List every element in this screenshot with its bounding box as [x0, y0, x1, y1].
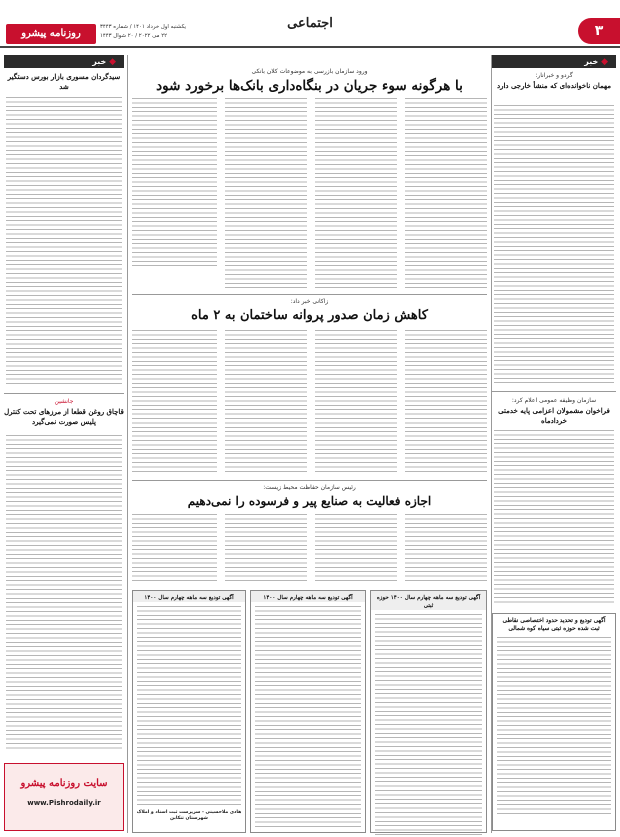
news-badge-icon: ◆	[109, 57, 116, 67]
header-divider	[0, 46, 620, 48]
story3-kicker: رئیس سازمان حفاظت محیط زیست:	[263, 484, 356, 491]
left-item1-title: سیدگردان مسوری بازار بورس دستگیر شد	[7, 72, 121, 91]
right-item2-body	[494, 430, 614, 605]
ad-box-3	[370, 590, 487, 833]
story3-body	[132, 514, 487, 584]
right-footer-title: آگهی تودیع و تحدید حدود اختصاصی نقاطی ثبت شده حوزه ثبتی سیاه کوه شمالی	[502, 618, 606, 632]
story2-divider	[132, 480, 487, 481]
story2-body-col-2	[315, 330, 397, 473]
main-headline: با هرگونه سوء جریان در بنگاه‌داری بانک‌ها برخورد شود	[156, 78, 463, 94]
story3-body-col-1	[405, 514, 487, 582]
story2-kicker: زاکانی خبر داد:	[290, 298, 329, 305]
left-divider-1	[4, 393, 124, 394]
main-body-col-4	[132, 98, 217, 268]
left-item2-kicker: جانشین	[54, 398, 74, 405]
left-column	[4, 55, 124, 833]
right-item2-title: فراخوان مشمولان اعزامی پایه خدمتی خردادماه	[498, 406, 610, 425]
right-news-label-text: خبر	[584, 57, 599, 66]
right-column-rule	[491, 55, 492, 833]
date-line-1: یکشنبه اول خرداد ۱۴۰۱ / شماره ۳۴۴۳	[100, 24, 187, 30]
ad-box-3-title: آگهی تودیع سه ماهه چهارم سال ۱۴۰۰ حوزه ثبتی	[371, 591, 486, 610]
page-header	[0, 0, 620, 46]
masthead-logo-text: روزنامه پیشرو	[21, 28, 81, 39]
right-column	[492, 55, 616, 833]
website-ad[interactable]	[4, 763, 124, 831]
website-ad-title: سایت روزنامه پیشرو	[20, 778, 108, 789]
main-body-col-2	[315, 98, 397, 288]
page-number-badge	[578, 18, 620, 44]
story2-headline: کاهش زمان صدور پروانه ساختمان به ۲ ماه	[191, 308, 428, 323]
main-kicker: ورود سازمان بازرسی به موضوعات کلان بانکی	[251, 68, 368, 75]
left-item1-body	[6, 97, 122, 387]
right-item1-kicker: گردو و خبرانار:	[535, 72, 573, 79]
left-item2-body	[6, 435, 122, 751]
masthead-logo	[6, 24, 96, 44]
section-title: اجتماعی	[287, 16, 333, 31]
right-divider-1	[492, 391, 616, 392]
news-badge-icon: ◆	[601, 57, 608, 67]
story3-headline: اجازه فعالیت به صنایع پیر و فرسوده را نمی‌دهیم	[187, 494, 432, 508]
left-news-label	[4, 55, 124, 68]
left-column-rule	[127, 55, 128, 833]
story2-body-col-4	[132, 330, 217, 473]
right-item1-body	[494, 105, 614, 385]
right-item2-kicker: سازمان وظیفه عمومی اعلام کرد:	[511, 397, 597, 404]
ad-box-1	[132, 590, 246, 833]
ad-box-2-title: آگهی تودیع سه ماهه چهارم سال ۱۴۰۰	[251, 591, 365, 602]
right-item1-title: مهمان ناخوانده‌ای که منشأ خارجی دارد	[496, 81, 612, 90]
ad-box-1-body	[137, 606, 241, 806]
story2-body	[132, 330, 487, 475]
main-body-col-3	[225, 98, 307, 288]
date-line-2: ۲۲ می ۲۰۲۲ / ۲۰ شوال ۱۴۴۳	[100, 33, 167, 39]
main-body-col-1	[405, 98, 487, 288]
ad-box-1-title: آگهی تودیع سه ماهه چهارم سال ۱۴۰۰	[133, 591, 245, 602]
main-divider	[132, 294, 487, 295]
story3-body-col-3	[225, 514, 307, 582]
ad-box-3-body	[375, 614, 482, 836]
ad-box-2-body	[255, 606, 361, 828]
ad-box-1-footer: هادی ملاحسینی - سرپرست ثبت اسناد و املاک شهرستان تنکابن	[136, 810, 242, 821]
right-footer-body	[497, 637, 611, 817]
page-number: ۳	[594, 23, 604, 39]
left-news-label-text: خبر	[92, 57, 107, 66]
right-footer-box	[492, 613, 616, 831]
story3-body-col-4	[132, 514, 217, 582]
right-news-label	[492, 55, 616, 68]
story3-body-col-2	[315, 514, 397, 582]
story2-body-col-1	[405, 330, 487, 473]
story2-body-col-3	[225, 330, 307, 473]
ad-box-2	[250, 590, 366, 833]
left-item2-title: قاچاق روغن قطعا از مرزهای تحت کنترل پلیس صورت نمی‌گیرد	[4, 407, 124, 426]
main-body	[132, 98, 487, 290]
website-ad-url[interactable]: www.Pishrodaily.ir	[27, 799, 101, 807]
